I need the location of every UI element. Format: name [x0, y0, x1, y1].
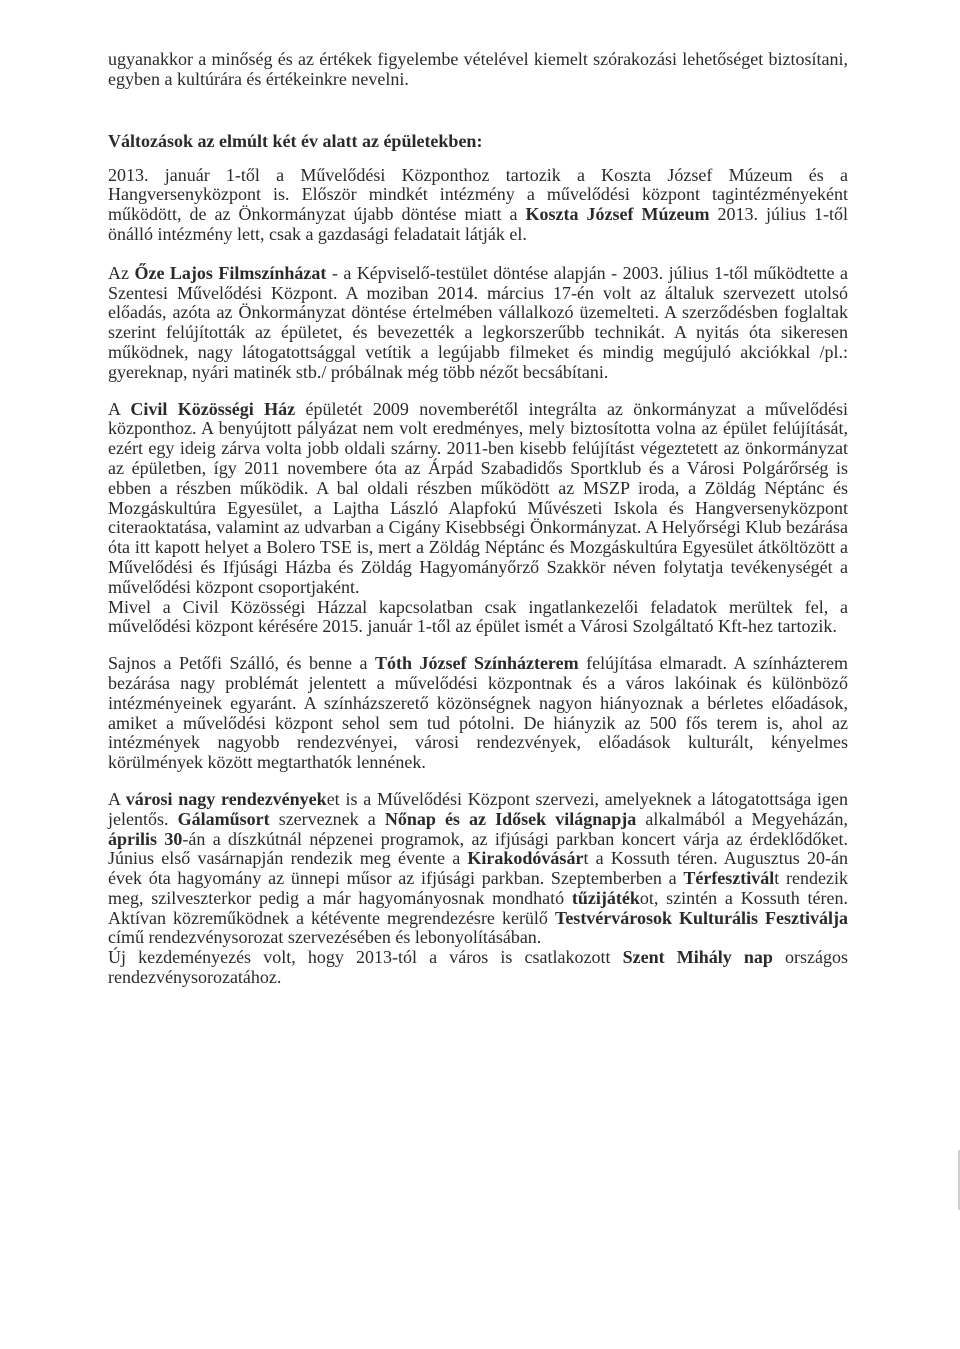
text: t a Kossuth téren. Augusztus 20-án évek óta hagyomány az ünnepi műsor az ifjúsági parkban. Szeptemberben a [108, 848, 849, 889]
section-heading: Változások az elmúlt két év alatt az épületekben: [108, 130, 483, 151]
bold-text: Civil Közösségi Ház [130, 398, 296, 419]
text: felújítása elmaradt. A színházterem bezárása nagy problémát jelentett a művelődési központnak és a város lakóinak és különböző intézményeinek egyaránt. A színházszerető közönségnek nagyon hiányoznak a bérletes előadások, amiket a művelődési központ sehol sem tud pótolni. De hiányzik az 500 fős terem is, ahol az intézmények nagyobb rendezvényei, városi rendezvények, előadások kulturált, kényelmes körülmények között megtarthatók lennének. [108, 653, 848, 773]
paragraph-civil-house-2: Mivel a Civil Közösségi Házzal kapcsolatban csak ingatlankezelői feladatok merültek fel, a művelődési központ kérésére 2015. január 1-től az épület ismét a Városi Szolgáltató Kft-hez tartozik. [108, 596, 848, 637]
text: t rendezik meg, szilveszterkor pedig a már hagyományosnak mondható [108, 868, 848, 908]
paragraph-events [108, 790, 848, 948]
bold-text: tűzijáték [571, 887, 640, 908]
bold-text: Tóth József Színházterem [374, 653, 579, 674]
bold-text: Térfesztivál [683, 868, 775, 889]
paragraph-new-initiative [108, 948, 848, 988]
bold-text: Koszta József Múzeum [525, 204, 710, 225]
paragraph-museum [108, 166, 848, 245]
bold-text: Gálaműsort [177, 808, 270, 829]
text: épületét 2009 novemberétől integrálta az önkormányzat a művelődési központhoz. A benyújtott pályázat nem volt eredményes, mely biztosította volna az épület felújítását, ezért egy ideig zárva volta jobb oldali szárny. 2011-ben kisebb felújítást végeztetett az önkormányzat az épületben, így 2011 novembere óta az Árpád Szabadidős Sportklub és a Városi Polgárőrség is ebben a részben működik. A bal oldali részben működött az MSZP iroda, a Zöldág Néptánc és Mozgáskultúra Egyesület, a Lajtha László Alapfokú Művészeti Iskola és Hangversenyközpont citeraoktatása, valamint az udvarban a Cigány Kisebbségi Önkormányzat. A Helyőrségi Klub bezárása óta itt kapott helyet a Bolero TSE is, mert a Zöldág Néptánc és Mozgáskultúra Egyesület átköltözött a Művelődési és Ifjúsági Házba és Zöldág Hagyományőrző Szakkör néven folytatja tevékenységét a művelődési központ csoportjaként. [108, 398, 848, 597]
intro-paragraph: ugyanakkor a minőség és az értékek figyelembe vételével kiemelt szórakozási lehetőséget biztosítani, egyben a kultúrára és értékeinkre nevelni. [108, 49, 848, 89]
text: - a Képviselő-testület döntése alapján - 2003. július 1-től működtette a Szentesi Művelődési Központ. A moziban 2014. március 17-én volt az általuk szervezett utolsó előadás, azóta az Önkormányzat döntése értelmében vállalkozó üzemelteti. A szerződésben foglaltak szerint felújították az épületet, és bevezették a legkorszerűbb technikát. A nyitás óta sikeresen működnek, nagy látogatottsággal vetítik a legújabb filmeket és mindig megújuló akciókkal /pl.: gyereknap, nyári matinék stb./ próbálnak még több nézőt becsábítani. [108, 262, 848, 382]
text: A [108, 788, 126, 809]
bold-text: városi nagy rendezvények [125, 788, 327, 809]
text: 2013. július 1-től önálló intézmény lett, csak a gazdasági feladatait látják el. [108, 204, 849, 244]
bold-text: Nőnap és az Idősek világnapja [384, 808, 637, 829]
paragraph-cinema [108, 264, 848, 383]
text: -án a díszkútnál népzenei programok, az ifjúsági parkban koncert várja az érdeklődőket. Június első vasárnapján rendezik meg évente a [108, 828, 848, 869]
paragraph-theatre [108, 654, 848, 773]
text: 2013. január 1-től a Művelődési Központhoz tartozik a Koszta József Múzeum és a Hangversenyközpont is. Először mindkét intézmény a művelődési központ tagintézményeként működött, de az Önkormányzat újabb döntése miatt a [108, 164, 848, 225]
bold-text: Őze Lajos Filmszínházat [134, 262, 327, 283]
bold-text: Testvérvárosok Kulturális Fesztiválja [554, 907, 848, 928]
text: Sajnos a Petőfi Szálló, és benne a [108, 653, 375, 674]
text: ot, szintén a Kossuth téren. Aktívan közreműködnek a kétévente megrendezésre kerülő [108, 887, 848, 928]
bold-text: április 30 [108, 828, 183, 849]
bold-text: Kirakodóvásár [467, 848, 584, 869]
paragraph-civil-house [108, 400, 848, 598]
text: országos rendezvénysorozatához. [108, 947, 848, 988]
text: A [108, 398, 131, 419]
text: Új kezdeményezés volt, hogy 2013-tól a város is csatlakozott [108, 947, 623, 968]
text: alkalmából a Megyeházán, [636, 808, 848, 829]
text: et is a Művelődési Központ szervezi, amelyeknek a látogatottsága igen jelentős. [108, 788, 848, 829]
text: című rendezvénysorozat szervezésében és lebonyolításában. [108, 927, 542, 948]
text: Az [108, 262, 135, 283]
bold-text: Szent Mihály nap [622, 947, 773, 968]
text: szerveznek a [269, 808, 385, 829]
